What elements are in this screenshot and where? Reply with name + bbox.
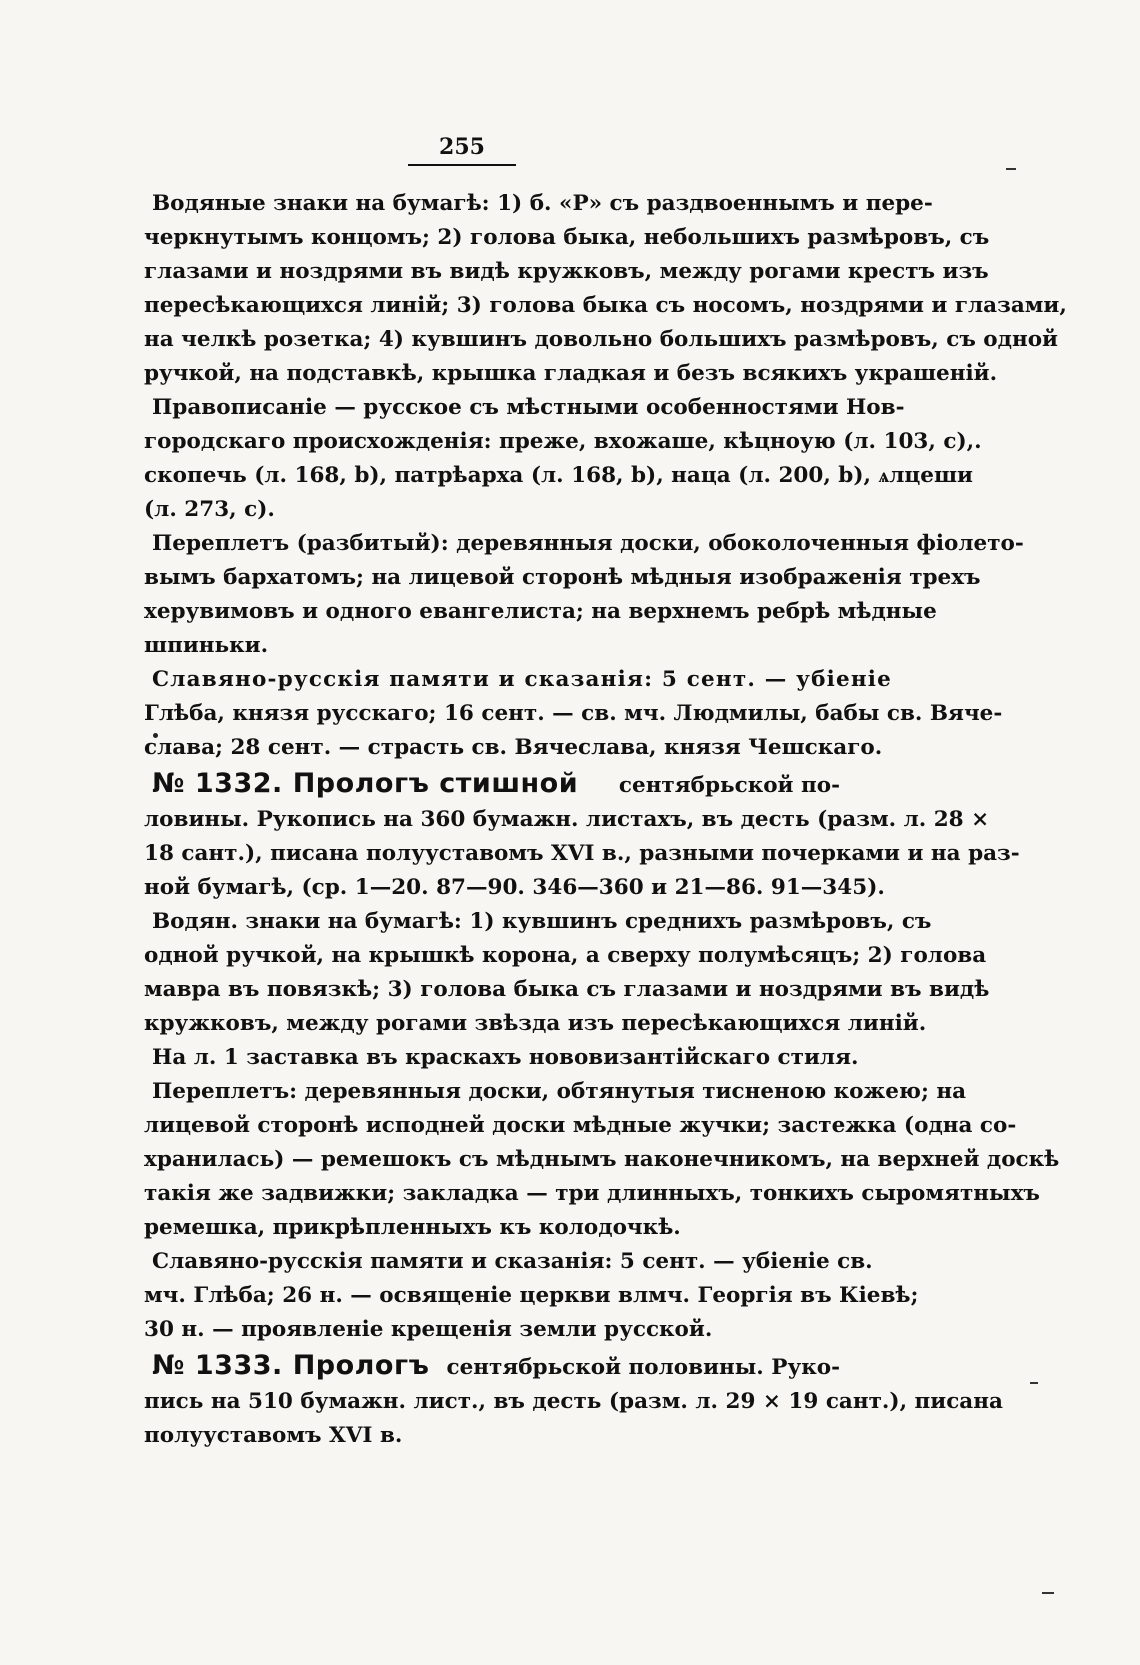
paragraph-memories (144, 663, 1003, 765)
text-line: Славяно-русскія памяти и сказанія: 5 сент. — убіеніе св. (152, 1249, 873, 1274)
text-line: городскаго происхожденія: преже, вхожаше, кѣцноую (л. 103, с),. (144, 429, 982, 454)
body-text (144, 187, 1067, 1453)
paragraph-binding (144, 527, 1024, 663)
text-line: ремешка, прикрѣпленныхъ къ колодочкѣ. (144, 1215, 681, 1240)
text-line: Переплетъ: деревянныя доски, обтянутыя тисненою кожею; на (152, 1079, 967, 1104)
page-number-rule (408, 164, 516, 166)
text-line: мч. Глѣба; 26 н. — освященіе церкви влмч. Георгія въ Кіевѣ; (144, 1283, 919, 1308)
entry-heading: № 1333. Прологъ (152, 1350, 430, 1381)
text-line: Правописаніе — русское съ мѣстными особенностями Нов- (152, 395, 905, 420)
text-line: ручкой, на подставкѣ, крышка гладкая и безъ всякихъ украшеній. (144, 361, 998, 386)
text-line: Славяно-русскія памяти и сказанія: 5 сент. — убіеніе (152, 667, 893, 692)
text-line: ной бумагѣ, (ср. 1—20. 87—90. 346—360 и 21—86. 91—345). (144, 875, 885, 900)
margin-mark (1042, 1592, 1054, 1594)
paragraph-watermarks (144, 187, 1067, 391)
text-line: Переплетъ (разбитый): деревянныя доски, обоколоченныя фіолето- (152, 531, 1024, 556)
text-line: Водяные знаки на бумагѣ: 1) б. «Р» съ раздвоеннымъ и пере- (152, 191, 933, 216)
text-line: Глѣба, князя русскаго; 16 сент. — св. мч. Людмилы, бабы св. Вяче- (144, 701, 1003, 726)
text-line: черкнутымъ концомъ; 2) голова быка, небольшихъ размѣровъ, съ (144, 225, 990, 250)
text-line: скопечь (л. 168, b), патрѣарха (л. 168, b), наца (л. 200, b), ѧлцеши (144, 463, 973, 488)
text-line: сентябрьской по- (618, 773, 840, 798)
entry-heading-line (152, 765, 840, 803)
entry-heading: № 1332. Прологъ стишной (152, 768, 579, 799)
text-line: вымъ бархатомъ; на лицевой сторонѣ мѣдныя изображенія трехъ (144, 565, 981, 590)
text-line: одной ручкой, на крышкѣ корона, а сверху полумѣсяцъ; 2) голова (144, 943, 987, 968)
text-line: 18 сант.), писана полууставомъ XVI в., разными почерками и на раз- (144, 841, 1020, 866)
text-line: 30 н. — проявленіе крещенія земли русской. (144, 1317, 713, 1342)
text-line: сентябрьской половины. Руко- (446, 1355, 840, 1380)
text-line: слава; 28 сент. — страсть св. Вячеслава, князя Чешскаго. (144, 735, 883, 760)
paragraph-memories-1332 (144, 1245, 919, 1347)
entry-heading-line (152, 1347, 840, 1385)
paragraph-orthography (144, 391, 982, 527)
text-line: пересѣкающихся линій; 3) голова быка съ носомъ, ноздрями и глазами, (144, 293, 1067, 318)
margin-mark (1030, 1382, 1038, 1384)
text-line: пись на 510 бумажн. лист., въ десть (разм. л. 29 × 19 сант.), писана (144, 1389, 1003, 1414)
paragraph-binding-1332 (144, 1075, 1060, 1245)
text-line: такія же задвижки; закладка — три длинныхъ, тонкихъ сыромятныхъ (144, 1181, 1040, 1206)
page-number: 255 (439, 134, 485, 160)
text-line: на челкѣ розетка; 4) кувшинъ довольно большихъ размѣровъ, съ одной (144, 327, 1059, 352)
margin-mark (1006, 168, 1016, 170)
text-line: полууставомъ XVI в. (144, 1423, 403, 1448)
entry-1333 (144, 1347, 1003, 1453)
text-line: херувимовъ и одного евангелиста; на верхнемъ ребрѣ мѣдные (144, 599, 937, 624)
text-line: глазами и ноздрями въ видѣ кружковъ, между рогами крестъ изъ (144, 259, 989, 284)
text-line: ловины. Рукопись на 360 бумажн. листахъ, въ десть (разм. л. 28 × (144, 807, 990, 832)
text-line: кружковъ, между рогами звѣзда изъ пересѣкающихся линій. (144, 1011, 927, 1036)
text-line: На л. 1 заставка въ краскахъ нововизантійскаго стиля. (152, 1045, 859, 1070)
text-line: лицевой сторонѣ исподней доски мѣдные жучки; застежка (одна со- (144, 1113, 1017, 1138)
text-line: шпиньки. (144, 633, 269, 658)
paragraph-headpiece (152, 1041, 859, 1075)
text-line: хранилась) — ремешокъ съ мѣднымъ наконечникомъ, на верхней доскѣ (144, 1147, 1060, 1172)
text-line: (л. 273, с). (144, 497, 275, 522)
entry-1332 (144, 765, 1020, 905)
paragraph-watermarks-1332 (144, 905, 990, 1041)
text-line: мавра въ повязкѣ; 3) голова быка съ глазами и ноздрями въ видѣ (144, 977, 990, 1002)
text-line: Водян. знаки на бумагѣ: 1) кувшинъ среднихъ размѣровъ, съ (152, 909, 932, 934)
